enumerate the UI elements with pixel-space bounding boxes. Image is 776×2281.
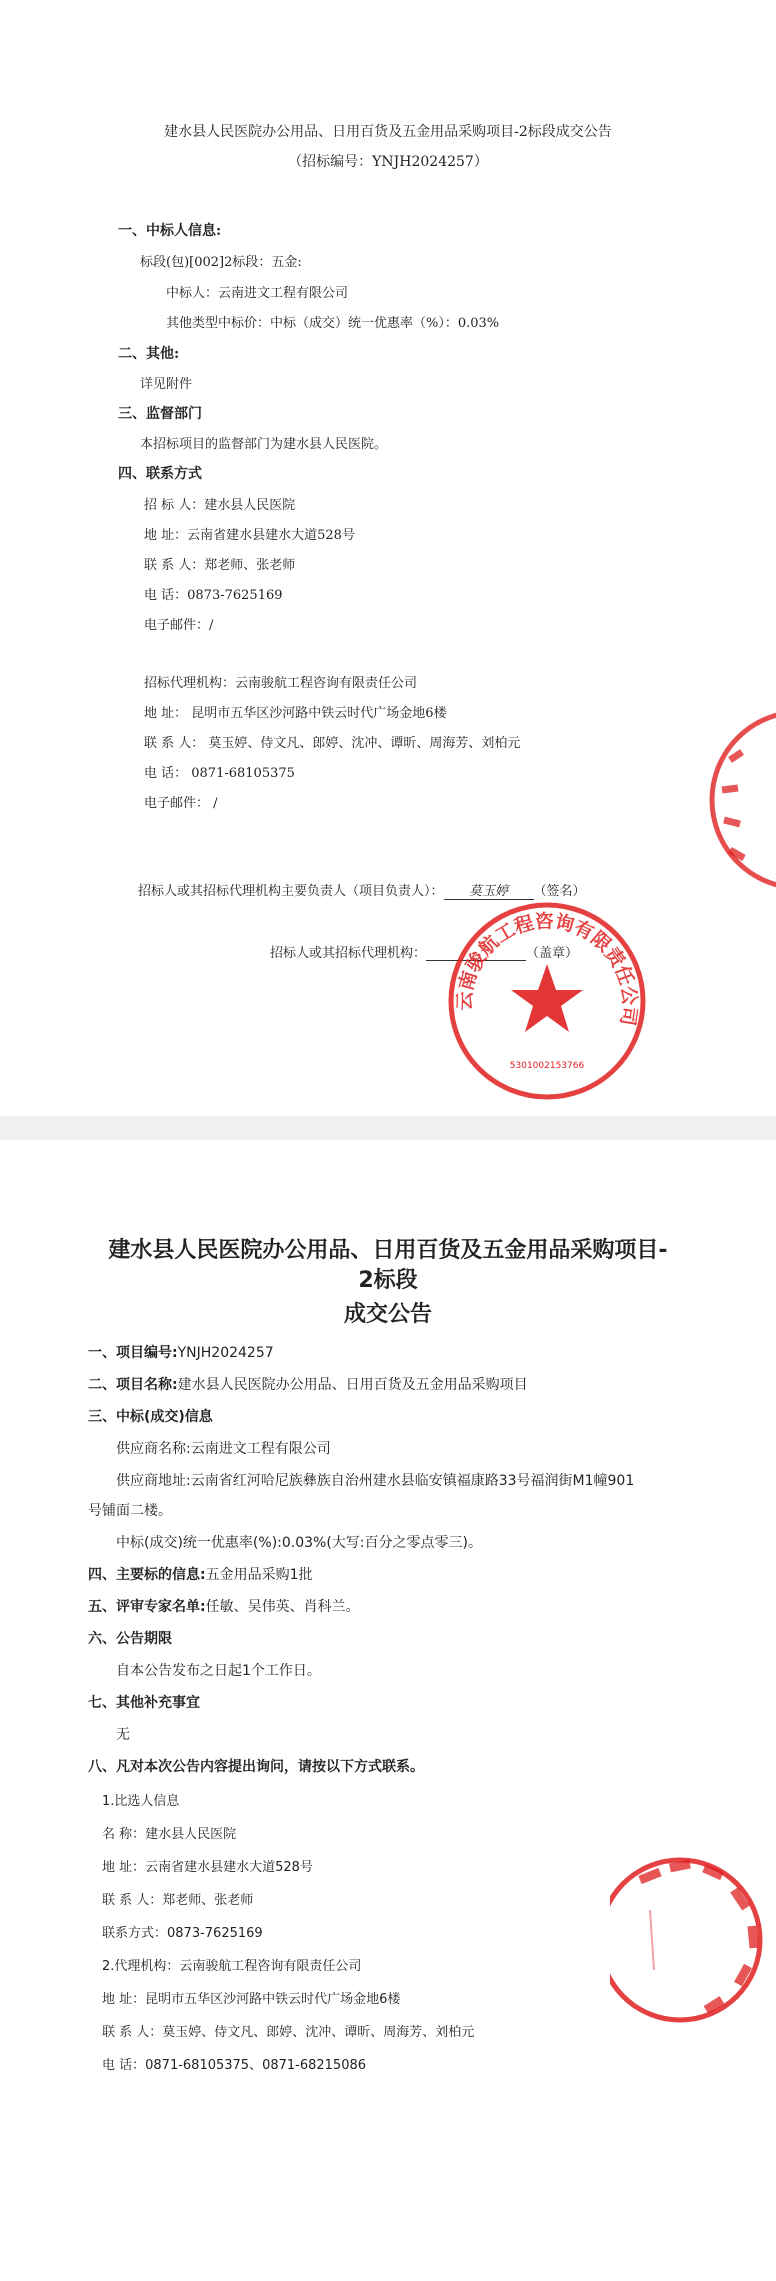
section-heading: 四、联系方式 [118,466,202,482]
bid-number: （招标编号：YNJH2024257） [288,154,488,170]
section-heading: 七、其他补充事宜 [88,1695,200,1711]
section-heading: 三、监督部门 [118,406,202,422]
main-item-row: 四、主要标的信息:五金用品采购1批 [88,1567,313,1583]
section-text: 详见附件 [140,377,193,392]
section-text: 本招标项目的监督部门为建水县人民医院。 [140,437,388,452]
supplier-address: 供应商地址:云南省红河哈尼族彝族自治州建水县临安镇福康路33号福润街M1幢901 [116,1473,635,1489]
winner-info: 中标人：云南进文工程有限公司 [166,286,349,301]
page-title-line-3: 成交公告 [343,1302,432,1327]
company-seal-stamp [442,896,652,1106]
contact-line: 电 话：0873-7625169 [144,588,283,603]
agency-line: 电 话： 0871-68105375 [144,766,295,781]
page-title: 建水县人民医院办公用品、日用百货及五金用品采购项目-2标段成交公告 [164,124,612,140]
project-name-row: 二、项目名称:建水县人民医院办公用品、日用百货及五金用品采购项目 [88,1377,528,1393]
signature-line: 招标人或其招标代理机构主要负责人（项目负责人）： 莫玉婷 （签名） [138,880,586,900]
partial-seal-stamp [610,1850,776,2030]
section-heading: 一、中标人信息: [118,223,222,239]
section-heading: 三、中标(成交)信息 [88,1409,213,1425]
page-separator [0,1116,776,1140]
contact-line: 电 话：0871-68105375、0871-68215086 [102,2058,367,2073]
contact-line: 电子邮件：/ [144,618,214,633]
agency-line: 招标代理机构：云南骏航工程咨询有限责任公司 [144,676,418,691]
contact-line: 联 系 人：莫玉婷、侍文凡、郎婷、沈冲、谭昕、周海芳、刘柏元 [102,2025,475,2040]
contact-line: 名 称：建水县人民医院 [102,1827,237,1842]
project-number-row: 一、项目编号:YNJH2024257 [88,1345,274,1361]
page-title-line-2: 2标段 [358,1268,418,1293]
contact-line: 招 标 人：建水县人民医院 [144,498,296,513]
contact-subheading: 1.比选人信息 [102,1794,180,1809]
contact-line: 地 址：昆明市五华区沙河路中铁云时代广场金地6楼 [102,1992,401,2007]
supplier-name: 供应商名称:云南进文工程有限公司 [116,1441,331,1457]
contact-line: 联 系 人：郑老师、张老师 [102,1893,254,1908]
page-title-line-1: 建水县人民医院办公用品、日用百货及五金用品采购项目- [108,1238,668,1263]
discount-rate: 中标(成交)统一优惠率(%):0.03%(大写:百分之零点零三)。 [116,1535,482,1551]
lot-info: 标段(包)[002]2标段：五金: [140,255,302,270]
svg-text:云南骏航工程咨询有限责任公司: 云南骏航工程咨询有限责任公司 [453,910,641,1028]
section-heading: 二、其他: [118,346,180,362]
section-heading: 八、凡对本次公告内容提出询问，请按以下方式联系。 [88,1759,424,1775]
section-heading: 六、公告期限 [88,1631,172,1647]
price-info: 其他类型中标价：中标（成交）统一优惠率（%）：0.03% [166,316,500,331]
contact-line: 联系方式：0873-7625169 [102,1926,263,1941]
agency-line: 联 系 人： 莫玉婷、侍文凡、郎婷、沈冲、谭昕、周海芳、刘柏元 [144,736,521,751]
section-text: 无 [116,1727,130,1743]
contact-line: 地 址：云南省建水县建水大道528号 [144,528,355,543]
contact-line: 联 系 人：郑老师、张老师 [144,558,296,573]
contact-subheading: 2.代理机构：云南骏航工程咨询有限责任公司 [102,1959,362,1974]
contact-line: 地 址：云南省建水县建水大道528号 [102,1860,313,1875]
document-page-2 [0,1140,776,2281]
document-page-1 [0,0,776,1116]
section-text: 自本公告发布之日起1个工作日。 [116,1663,321,1679]
agency-line: 电子邮件： / [144,796,218,811]
handwritten-signature: 莫玉婷 [444,880,534,900]
seal-line: 招标人或其招标代理机构： （盖章） [270,946,579,961]
partial-seal-stamp [700,700,776,900]
experts-row: 五、评审专家名单:任敏、吴伟英、肖科兰。 [88,1599,360,1615]
svg-text:5301002153766: 5301002153766 [509,1061,585,1071]
supplier-address-cont: 号铺面二楼。 [88,1503,172,1519]
agency-line: 地 址： 昆明市五华区沙河路中铁云时代广场金地6楼 [144,706,447,721]
